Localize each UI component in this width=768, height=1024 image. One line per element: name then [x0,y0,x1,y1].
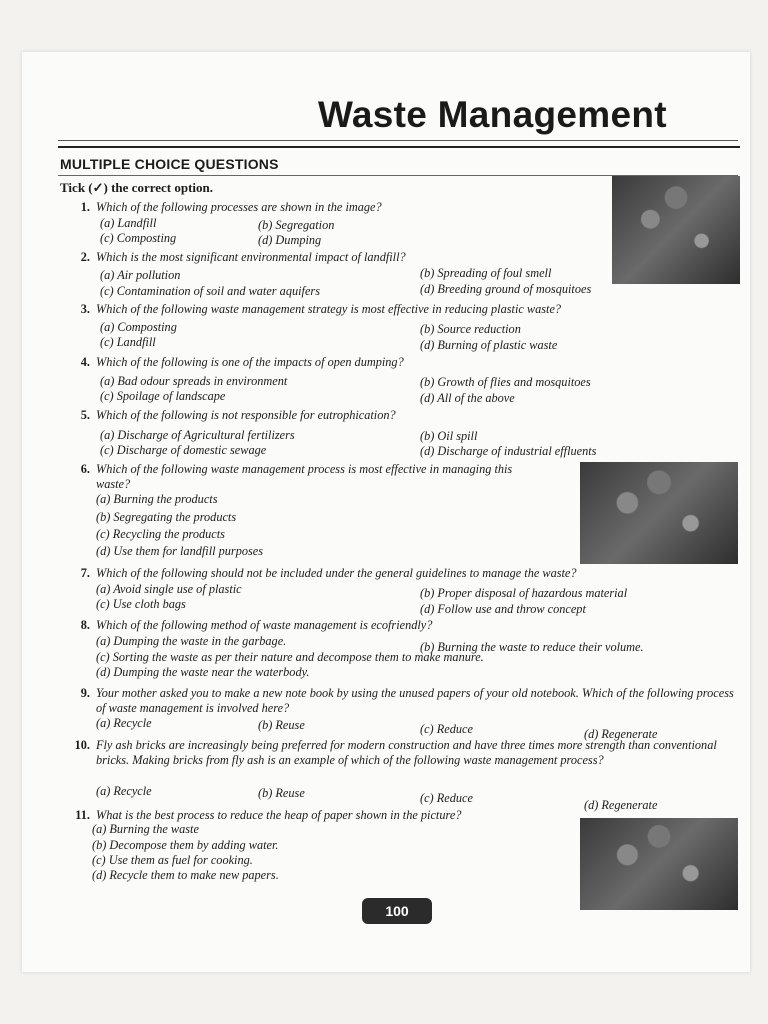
question-number: 5. [80,408,90,422]
option[interactable]: (c) Use them as fuel for cooking. [92,853,253,867]
question-text: Fly ash bricks are increasingly being preferred for modern construction and have three times more strength than conventional bricks. Making bricks from fly ash is an example of which of the following waste management process? [96,738,717,767]
question-number: 9. [80,686,90,700]
question-number: 10. [74,738,90,752]
option[interactable]: (c) Reduce [420,722,473,736]
question-text: Which of the following waste management process is most effective in managing this waste? [96,462,513,491]
option[interactable]: (b) Growth of flies and mosquitoes [420,375,591,389]
question-text: Which of the following processes are shown in the image? [96,200,382,214]
option[interactable]: (a) Air pollution [100,268,181,282]
question-number: 6. [80,462,90,476]
question-number: 7. [80,566,90,580]
option[interactable]: (a) Bad odour spreads in environment [100,374,288,388]
option[interactable]: (a) Avoid single use of plastic [96,582,242,596]
option[interactable]: (c) Sorting the waste as per their nature and decompose them to make manure. [96,650,484,664]
question-number: 11. [75,808,90,822]
question-number: 1. [80,200,90,214]
option[interactable]: (d) Dumping the waste near the waterbody. [96,665,310,679]
question-text: Your mother asked you to make a new note book by using the unused papers of your old notebook. Which of the following process of waste management is involved here? [96,686,734,715]
option[interactable]: (c) Use cloth bags [96,597,186,611]
option[interactable]: (d) Burning of plastic waste [420,338,558,352]
option[interactable]: (b) Spreading of foul smell [420,266,552,280]
question-number: 3. [80,302,90,316]
option[interactable]: (d) Dumping [258,233,322,247]
landfill-photo [612,176,740,284]
option[interactable]: (b) Oil spill [420,429,478,443]
option[interactable]: (d) Use them for landfill purposes [96,544,264,558]
option[interactable]: (d) Breeding ground of mosquitoes [420,282,592,296]
option[interactable]: (b) Source reduction [420,322,521,336]
question-number: 4. [80,355,90,369]
option[interactable]: (d) Regenerate [584,727,658,741]
question-text: Which is the most significant environmental impact of landfill? [96,250,406,264]
option[interactable]: (b) Decompose them by adding water. [92,838,279,852]
option[interactable]: (c) Reduce [420,791,473,805]
option[interactable]: (c) Landfill [100,335,156,349]
question-number: 8. [80,618,90,632]
option[interactable]: (b) Proper disposal of hazardous material [420,586,628,600]
option[interactable]: (b) Reuse [258,718,305,732]
question-text: Which of the following method of waste management is ecofriendly? [96,618,433,632]
question-text: Which of the following waste management strategy is most effective in reducing plastic waste? [96,302,562,316]
chapter-title: Waste Management [318,94,667,135]
option[interactable]: (a) Dumping the waste in the garbage. [96,634,287,648]
option[interactable]: (d) Follow use and throw concept [420,602,586,616]
question-text: Which of the following is not responsible for eutrophication? [96,408,396,422]
option[interactable]: (a) Burning the products [96,492,218,506]
option[interactable]: (a) Composting [100,320,177,334]
question-text: Which of the following is one of the impacts of open dumping? [96,355,404,369]
option[interactable]: (c) Recycling the products [96,527,225,541]
option[interactable]: (d) Recycle them to make new papers. [92,868,279,882]
option[interactable]: (c) Discharge of domestic sewage [100,443,267,457]
option[interactable]: (b) Reuse [258,786,305,800]
section-heading: MULTIPLE CHOICE QUESTIONS [60,156,279,172]
divider [58,140,738,141]
option[interactable]: (d) Regenerate [584,798,658,812]
instruction: Tick (✓) the correct option. [60,180,214,195]
option[interactable]: (a) Recycle [96,784,152,798]
option[interactable]: (c) Contamination of soil and water aquifers [100,284,320,298]
option[interactable]: (b) Burning the waste to reduce their volume. [420,640,644,654]
question-text: Which of the following should not be included under the general guidelines to manage the waste? [96,566,577,580]
option[interactable]: (a) Recycle [96,716,152,730]
option[interactable]: (c) Composting [100,231,177,245]
question-text: What is the best process to reduce the heap of paper shown in the picture? [96,808,462,822]
plastic-waste-photo [580,462,738,564]
paper-heap-photo [580,818,738,910]
divider [58,146,740,148]
option[interactable]: (a) Landfill [100,216,157,230]
option[interactable]: (d) All of the above [420,391,515,405]
option[interactable]: (a) Discharge of Agricultural fertilizers [100,428,295,442]
question-number: 2. [80,250,90,264]
option[interactable]: (b) Segregating the products [96,510,237,524]
option[interactable]: (b) Segregation [258,218,335,232]
option[interactable]: (d) Discharge of industrial effluents [420,444,597,458]
option[interactable]: (c) Spoilage of landscape [100,389,226,403]
option[interactable]: (a) Burning the waste [92,822,199,836]
page-number: 100 [362,898,432,924]
